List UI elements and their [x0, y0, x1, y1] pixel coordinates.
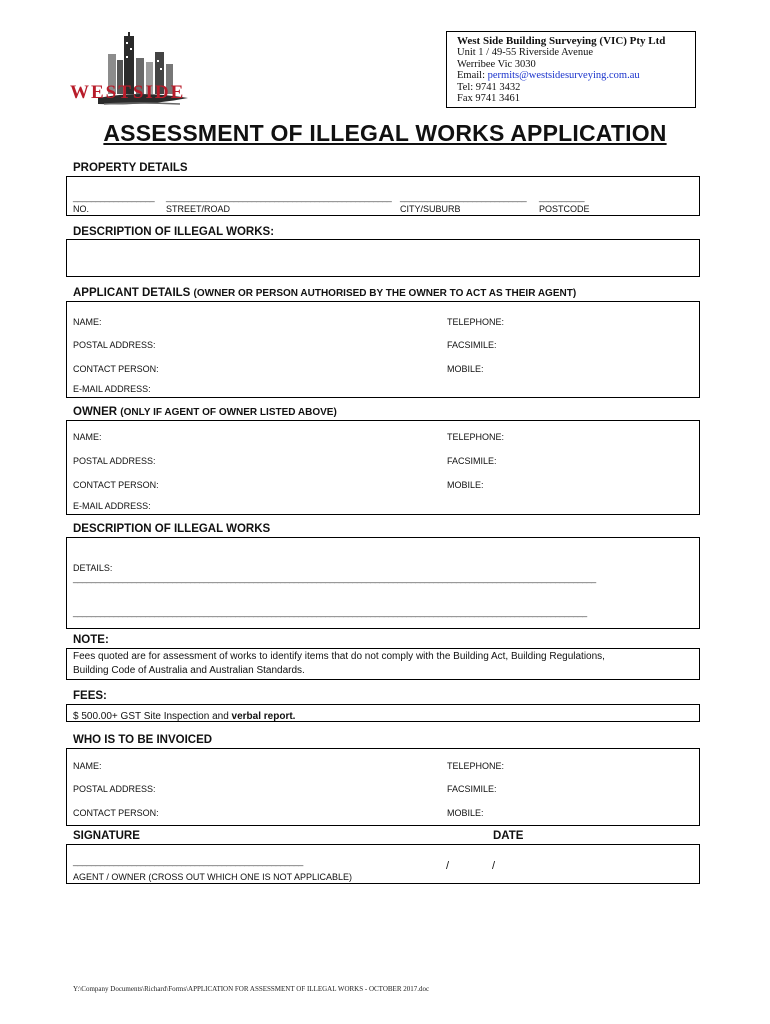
owner-facsimile-label: FACSIMILE: [447, 456, 497, 466]
details-line-2: __________________________________________________________________________________________________________________ [73, 607, 587, 617]
company-email-label: Email: [457, 70, 488, 82]
property-street-label: STREET/ROAD [166, 204, 231, 214]
applicant-details-heading [73, 287, 576, 299]
owner-mobile-label: MOBILE: [447, 480, 484, 490]
fees-text: $ 500.00+ GST Site Inspection and [73, 711, 232, 722]
owner-postal-label: POSTAL ADDRESS: [73, 456, 156, 466]
owner-subheading: (ONLY IF AGENT OF OWNER LISTED ABOVE) [120, 407, 337, 418]
owner-name-label: NAME: [73, 432, 102, 442]
signature-heading: SIGNATURE [73, 830, 140, 842]
note-line-1: Fees quoted are for assessment of works to identify items that do not comply with the Building Act, Building Regulations, [73, 651, 605, 662]
page-title: ASSESSMENT OF ILLEGAL WORKS APPLICATION [103, 120, 667, 146]
company-fax: Fax 9741 3461 [457, 93, 520, 105]
footer-file-path: Y:\Company Documents\Richard\Forms\APPLICATION FOR ASSESSMENT OF ILLEGAL WORKS - OCTOBER 2017.doc [73, 985, 430, 993]
property-postcode-label: POSTCODE [539, 204, 590, 214]
invoiced-name-label: NAME: [73, 761, 102, 771]
owner-heading-text: OWNER [73, 406, 118, 418]
applicant-name-label: NAME: [73, 317, 102, 327]
note-heading: NOTE: [73, 634, 109, 646]
applicant-postal-label: POSTAL ADDRESS: [73, 340, 156, 350]
owner-heading [73, 406, 337, 418]
description-illegal-works-heading: DESCRIPTION OF ILLEGAL WORKS: [73, 226, 275, 238]
company-address-line2: Werribee Vic 3030 [457, 58, 536, 70]
agent-owner-label: AGENT / OWNER (CROSS OUT WHICH ONE IS NOT APPLICABLE) [73, 872, 353, 882]
invoiced-postal-label: POSTAL ADDRESS: [73, 784, 156, 794]
invoiced-box[interactable] [66, 748, 700, 826]
company-details-box [446, 31, 696, 108]
applicant-mobile-label: MOBILE: [447, 364, 484, 374]
owner-details-box[interactable] [66, 420, 700, 515]
fees-box [66, 704, 700, 722]
applicant-contact-label: CONTACT PERSON: [73, 364, 159, 374]
description-illegal-works-field[interactable] [66, 239, 700, 277]
invoiced-mobile-label: MOBILE: [447, 808, 484, 818]
applicant-telephone-label: TELEPHONE: [447, 317, 505, 327]
property-street-blank: __________________________________________________ [166, 192, 392, 202]
company-logo [68, 32, 208, 112]
applicant-facsimile-label: FACSIMILE: [447, 340, 497, 350]
company-address-line1: Unit 1 / 49-55 Riverside Avenue [457, 47, 593, 59]
date-slash-2: / [492, 860, 496, 872]
invoiced-facsimile-label: FACSIMILE: [447, 784, 497, 794]
details-label: DETAILS: [73, 563, 113, 573]
date-heading: DATE [493, 830, 524, 842]
property-city-blank: ____________________________ [400, 192, 527, 202]
description-works-heading: DESCRIPTION OF ILLEGAL WORKS [73, 523, 271, 535]
signature-line: ___________________________________________________ [73, 856, 303, 866]
note-line-2: Building Code of Australia and Australian Standards. [73, 665, 305, 676]
details-line-1: ____________________________________________________________________________________________________________________ [73, 573, 596, 583]
company-tel: Tel: 9741 3432 [457, 81, 521, 93]
applicant-email-label: E-MAIL ADDRESS: [73, 384, 151, 394]
owner-email-label: E-MAIL ADDRESS: [73, 501, 151, 511]
fees-bold-text: verbal report. [231, 711, 296, 722]
company-email-row [457, 70, 685, 81]
invoiced-telephone-label: TELEPHONE: [447, 761, 505, 771]
owner-telephone-label: TELEPHONE: [447, 432, 505, 442]
owner-contact-label: CONTACT PERSON: [73, 480, 159, 490]
applicant-subheading: (OWNER OR PERSON AUTHORISED BY THE OWNER TO ACT AS THEIR AGENT) [193, 288, 577, 299]
applicant-heading-text: APPLICANT DETAILS [73, 287, 191, 299]
note-box [66, 648, 700, 680]
logo-wordmark: WESTSIDE [70, 82, 186, 103]
property-city-label: CITY/SUBURB [400, 204, 461, 214]
date-slash-1: / [446, 860, 450, 872]
company-name: West Side Building Surveying (VIC) Pty Ltd [457, 35, 666, 47]
fees-heading: FEES: [73, 690, 107, 702]
applicant-details-box[interactable] [66, 301, 700, 398]
company-email-link[interactable]: permits@westsidesurveying.com.au [487, 70, 640, 82]
property-details-heading: PROPERTY DETAILS [73, 162, 188, 174]
property-no-blank: __________________ [73, 192, 155, 202]
invoiced-contact-label: CONTACT PERSON: [73, 808, 159, 818]
property-postcode-blank: __________ [539, 192, 585, 202]
property-no-label: NO. [73, 204, 90, 214]
invoiced-heading: WHO IS TO BE INVOICED [73, 734, 213, 746]
